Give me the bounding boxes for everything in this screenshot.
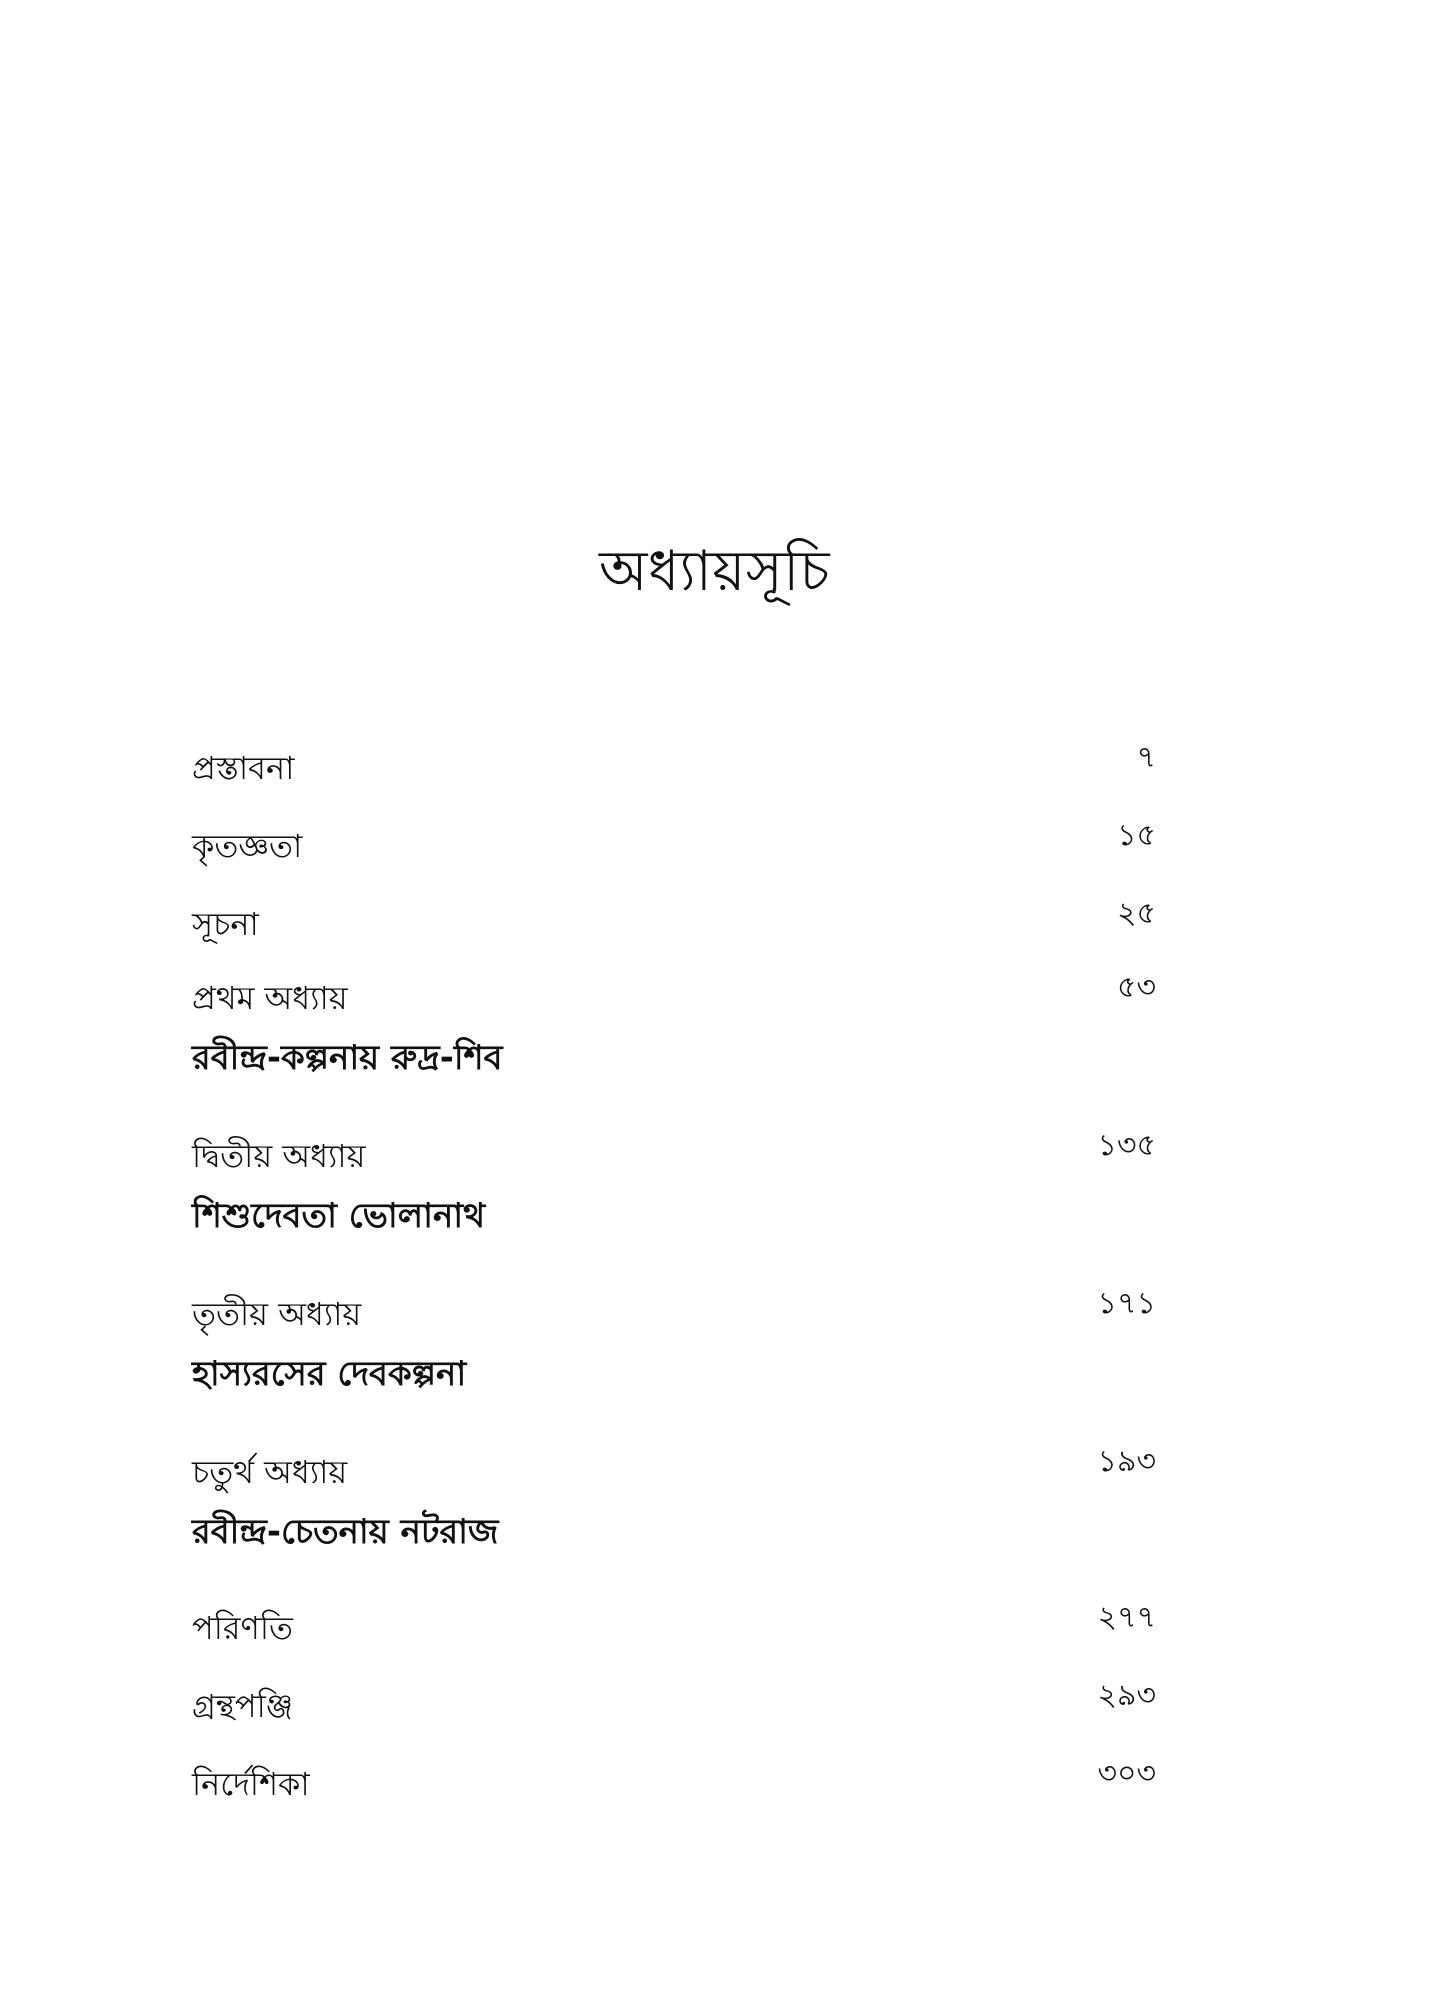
toc-entry-page-number: ৫৩	[1117, 970, 1156, 1005]
toc-entry-page-number: ৩০৩	[1097, 1756, 1156, 1791]
toc-entry-label: চতুর্থ অধ্যায়	[192, 1453, 348, 1491]
toc-entry-page-number: ১৫	[1117, 818, 1156, 853]
toc-entry-label: তৃতীয় অধ্যায়	[192, 1295, 362, 1333]
toc-entry-chapter-title: হাস্যরসের দেবকল্পনা	[192, 1354, 467, 1394]
toc-entry-label: গ্রন্থপঞ্জি	[192, 1687, 294, 1725]
toc-entry-page-number: ১৭১	[1097, 1286, 1156, 1321]
toc-entry-chapter-title: শিশুদেবতা ভোলানাথ	[192, 1196, 486, 1236]
toc-entry-page-number: ৭	[1136, 740, 1156, 775]
toc-entry-page-number: ১৯৩	[1097, 1444, 1156, 1479]
toc-entry-label: নির্দেশিকা	[192, 1765, 310, 1803]
toc-entry-label: দ্বিতীয় অধ্যায়	[192, 1137, 366, 1175]
toc-entry-label: কৃতজ্ঞতা	[192, 827, 303, 865]
toc-entry-label: সূচনা	[192, 905, 259, 943]
toc-entry-label: পরিণতি	[192, 1609, 293, 1647]
toc-entry-label: প্রস্তাবনা	[192, 749, 295, 787]
toc-entry-label: প্রথম অধ্যায়	[192, 979, 348, 1017]
table-of-contents	[192, 0, 1192, 2000]
toc-entry-page-number: ২৫	[1117, 896, 1156, 931]
toc-entry-chapter-title: রবীন্দ্র-চেতনায় নটরাজ	[192, 1512, 499, 1552]
toc-entry-page-number: ১৩৫	[1097, 1128, 1156, 1163]
toc-entry-chapter-title: রবীন্দ্র-কল্পনায় রুদ্র-শিব	[192, 1038, 503, 1078]
page-title: অধ্যায়সূচি	[598, 539, 831, 604]
toc-entry-page-number: ২৭৭	[1097, 1600, 1156, 1635]
toc-entry-page-number: ২৯৩	[1097, 1678, 1156, 1713]
